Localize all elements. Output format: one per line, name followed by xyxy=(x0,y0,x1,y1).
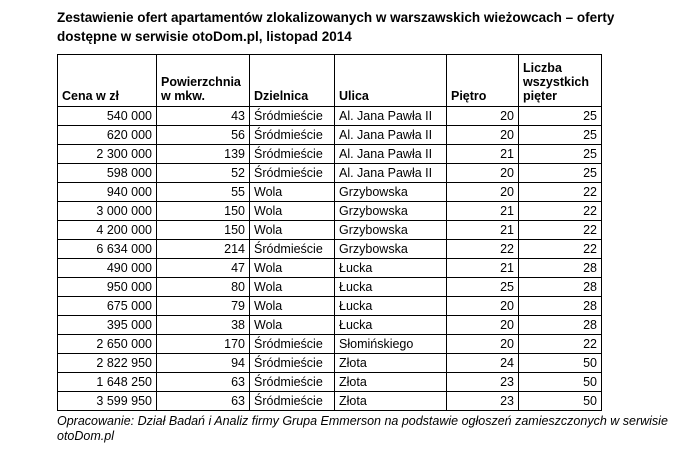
table-cell: 490 000 xyxy=(58,258,157,277)
table-cell: Złota xyxy=(335,391,447,410)
table-cell: 940 000 xyxy=(58,182,157,201)
table-cell: Śródmieście xyxy=(250,106,335,125)
table-cell: Wola xyxy=(250,315,335,334)
column-header-4: Piętro xyxy=(447,54,519,106)
source-note: Opracowanie: Dział Badań i Analiz firmy Grupa Emmerson na podstawie ogłoszeń zamieszczonych w serwisie otoDom.pl xyxy=(57,413,668,444)
table-row xyxy=(58,258,602,277)
table-cell: 20 xyxy=(447,334,519,353)
table-cell: Grzybowska xyxy=(335,220,447,239)
table-cell: 150 xyxy=(157,220,250,239)
table-cell: 22 xyxy=(519,220,602,239)
table-cell: 21 xyxy=(447,258,519,277)
table-cell: Śródmieście xyxy=(250,144,335,163)
table-cell: 3 000 000 xyxy=(58,201,157,220)
table-cell: 20 xyxy=(447,163,519,182)
table-cell: Śródmieście xyxy=(250,163,335,182)
table-row xyxy=(58,182,602,201)
table-cell: 23 xyxy=(447,391,519,410)
table-row xyxy=(58,144,602,163)
table-body xyxy=(58,106,602,410)
table-cell: 395 000 xyxy=(58,315,157,334)
table-cell: 22 xyxy=(519,239,602,258)
table-row xyxy=(58,163,602,182)
table-header-row xyxy=(58,54,602,106)
table-cell: 22 xyxy=(447,239,519,258)
table-cell: 28 xyxy=(519,258,602,277)
table-cell: Złota xyxy=(335,372,447,391)
table-cell: 43 xyxy=(157,106,250,125)
table-cell: 25 xyxy=(519,125,602,144)
table-cell: 23 xyxy=(447,372,519,391)
table-cell: Śródmieście xyxy=(250,391,335,410)
table-cell: Grzybowska xyxy=(335,239,447,258)
table-cell: Łucka xyxy=(335,315,447,334)
table-cell: Łucka xyxy=(335,296,447,315)
table-cell: 620 000 xyxy=(58,125,157,144)
table-cell: 21 xyxy=(447,144,519,163)
table-cell: 598 000 xyxy=(58,163,157,182)
table-cell: 63 xyxy=(157,372,250,391)
table-cell: 28 xyxy=(519,315,602,334)
table-cell: 20 xyxy=(447,182,519,201)
table-cell: 79 xyxy=(157,296,250,315)
table-cell: Łucka xyxy=(335,258,447,277)
table-cell: 25 xyxy=(447,277,519,296)
table-cell: Wola xyxy=(250,220,335,239)
table-cell: 56 xyxy=(157,125,250,144)
table-cell: 150 xyxy=(157,201,250,220)
table-cell: Al. Jana Pawła II xyxy=(335,125,447,144)
table-cell: 2 822 950 xyxy=(58,353,157,372)
table-cell: Śródmieście xyxy=(250,125,335,144)
table-cell: 21 xyxy=(447,201,519,220)
table-cell: 20 xyxy=(447,296,519,315)
table-cell: Śródmieście xyxy=(250,372,335,391)
table-cell: Łucka xyxy=(335,277,447,296)
table-row xyxy=(58,372,602,391)
table-row xyxy=(58,334,602,353)
table-cell: 675 000 xyxy=(58,296,157,315)
table-row xyxy=(58,296,602,315)
table-cell: Złota xyxy=(335,353,447,372)
table-cell: Wola xyxy=(250,296,335,315)
table-cell: 22 xyxy=(519,182,602,201)
table-cell: 47 xyxy=(157,258,250,277)
table-cell: Śródmieście xyxy=(250,334,335,353)
table-cell: 50 xyxy=(519,391,602,410)
table-row xyxy=(58,239,602,258)
table-cell: 2 300 000 xyxy=(58,144,157,163)
table-cell: Al. Jana Pawła II xyxy=(335,106,447,125)
table-cell: 214 xyxy=(157,239,250,258)
table-cell: Śródmieście xyxy=(250,239,335,258)
table-row xyxy=(58,125,602,144)
table-cell: 170 xyxy=(157,334,250,353)
table-cell: 28 xyxy=(519,296,602,315)
table-cell: Wola xyxy=(250,201,335,220)
table-cell: 20 xyxy=(447,125,519,144)
column-header-0: Cena w zł xyxy=(58,54,157,106)
column-header-3: Ulica xyxy=(335,54,447,106)
table-row xyxy=(58,315,602,334)
table-cell: 950 000 xyxy=(58,277,157,296)
table-cell: 25 xyxy=(519,163,602,182)
table-cell: Wola xyxy=(250,258,335,277)
table-cell: 38 xyxy=(157,315,250,334)
table-cell: 3 599 950 xyxy=(58,391,157,410)
table-cell: 25 xyxy=(519,144,602,163)
table-cell: Wola xyxy=(250,277,335,296)
table-cell: 63 xyxy=(157,391,250,410)
table-cell: 50 xyxy=(519,372,602,391)
table-row xyxy=(58,106,602,125)
offers-table xyxy=(57,54,602,411)
table-row xyxy=(58,353,602,372)
table-cell: 20 xyxy=(447,315,519,334)
table-cell: 2 650 000 xyxy=(58,334,157,353)
table-cell: 52 xyxy=(157,163,250,182)
table-cell: Słomińskiego xyxy=(335,334,447,353)
table-cell: 94 xyxy=(157,353,250,372)
table-cell: 55 xyxy=(157,182,250,201)
table-row xyxy=(58,277,602,296)
column-header-2: Dzielnica xyxy=(250,54,335,106)
table-row xyxy=(58,220,602,239)
table-cell: 4 200 000 xyxy=(58,220,157,239)
table-row xyxy=(58,201,602,220)
table-cell: 50 xyxy=(519,353,602,372)
table-cell: Al. Jana Pawła II xyxy=(335,144,447,163)
table-cell: 22 xyxy=(519,201,602,220)
table-cell: Grzybowska xyxy=(335,182,447,201)
table-cell: 21 xyxy=(447,220,519,239)
table-cell: 20 xyxy=(447,106,519,125)
table-cell: 28 xyxy=(519,277,602,296)
table-cell: Śródmieście xyxy=(250,353,335,372)
table-row xyxy=(58,391,602,410)
table-cell: 139 xyxy=(157,144,250,163)
table-cell: 25 xyxy=(519,106,602,125)
table-cell: 22 xyxy=(519,334,602,353)
column-header-1: Powierzchnia w mkw. xyxy=(157,54,250,106)
table-cell: 1 648 250 xyxy=(58,372,157,391)
table-cell: 24 xyxy=(447,353,519,372)
table-cell: Al. Jana Pawła II xyxy=(335,163,447,182)
table-cell: 80 xyxy=(157,277,250,296)
page-title: Zestawienie ofert apartamentów zlokalizowanych w warszawskich wieżowcach – oferty dostępne w serwisie otoDom.pl, listopad 2014 xyxy=(57,10,615,44)
table-cell: Grzybowska xyxy=(335,201,447,220)
table-cell: Wola xyxy=(250,182,335,201)
column-header-5: Liczba wszystkich pięter xyxy=(519,54,602,106)
table-cell: 540 000 xyxy=(58,106,157,125)
table-cell: 6 634 000 xyxy=(58,239,157,258)
